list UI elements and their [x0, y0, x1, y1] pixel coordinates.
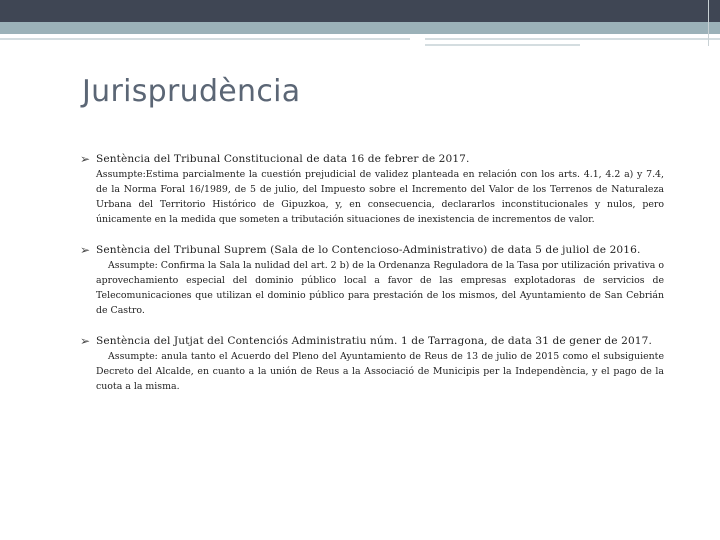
list-item [80, 334, 664, 394]
decorative-divider [708, 0, 709, 46]
arrow-bullet-icon: ➢ [80, 152, 91, 166]
list-item [80, 152, 664, 227]
ruling-summary: Assumpte: anula tanto el Acuerdo del Pleno del Ayuntamiento de Reus de 13 de julio de 2015 como el subsiguiente Decreto del Alcalde, en cuanto a la unión de Reus a la Associació de Municipis per la Independència, y el pago de la cuota a la misma. [96, 351, 664, 392]
list-item [80, 243, 664, 318]
ruling-heading: Sentència del Jutjat del Contenciós Administratiu núm. 1 de Tarragona, de data 31 de gener de 2017. [96, 335, 652, 347]
header-teal-band [0, 22, 720, 34]
decorative-line [425, 38, 720, 40]
decorative-line [425, 44, 580, 46]
ruling-heading: Sentència del Tribunal Suprem (Sala de lo Contencioso-Administrativo) de data 5 de juliol de 2016. [96, 244, 641, 256]
slide-title: Jurisprudència [82, 74, 301, 109]
ruling-heading: Sentència del Tribunal Constitucional de data 16 de febrer de 2017. [96, 153, 470, 165]
header-dark-band [0, 0, 720, 22]
decorative-line [0, 38, 410, 40]
arrow-bullet-icon: ➢ [80, 334, 91, 348]
arrow-bullet-icon: ➢ [80, 243, 91, 257]
ruling-list [80, 152, 664, 410]
ruling-summary: Assumpte: Confirma la Sala la nulidad del art. 2 b) de la Ordenanza Reguladora de la Tasa por utilización privativa o aprovechamiento especial del dominio público local a favor de las empresas explotadoras de servicios de Telecomunicaciones que utilizan el dominio público para prestación de los mismos, del Ayuntamiento de San Cebrián de Castro. [96, 260, 664, 316]
ruling-summary: Assumpte:Estima parcialmente la cuestión prejudicial de validez planteada en relación con los arts. 4.1, 4.2 a) y 7.4, de la Norma Foral 16/1989, de 5 de julio, del Impuesto sobre el Incremento del Valor de los Terrenos de Naturaleza Urbana del Territorio Histórico de Gipuzkoa, y, en consecuencia, declararlos inconstitucionales y nulos, pero únicamente en la medida que someten a tributación situaciones de inexistencia de incrementos de valor. [96, 169, 664, 225]
